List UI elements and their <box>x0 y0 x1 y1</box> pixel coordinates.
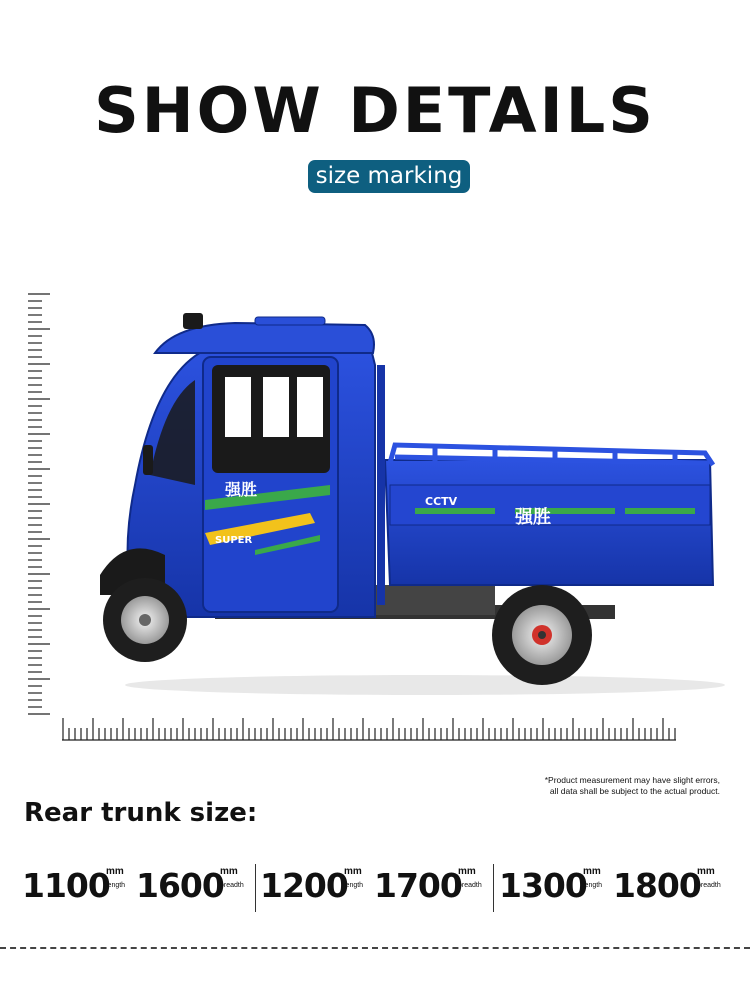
vertical-ruler <box>25 290 55 720</box>
horizontal-ruler <box>60 716 680 742</box>
breadth-unit: mm <box>220 866 238 877</box>
breadth-value: 1600 <box>136 866 224 905</box>
length-value: 1300 <box>499 866 587 905</box>
breadth-value: 1800 <box>613 866 701 905</box>
size-divider <box>493 864 494 912</box>
rear-wheel <box>492 585 592 685</box>
measurement-disclaimer <box>545 775 720 797</box>
length-label: length <box>583 882 603 889</box>
size-divider <box>255 864 256 912</box>
breadth-unit: mm <box>458 866 476 877</box>
breadth-label: breadth <box>220 882 244 889</box>
length-label: length <box>106 882 126 889</box>
breadth-label: breadth <box>697 882 721 889</box>
size-option-1 <box>22 860 254 915</box>
cab-brand-text: 强胜 <box>225 480 258 499</box>
size-option-3 <box>499 860 731 915</box>
length-unit: mm <box>106 866 124 877</box>
cargo-tricycle-image <box>95 305 735 700</box>
box-tag-text: CCTV <box>425 495 458 508</box>
cab-tag-text: SUPER <box>215 535 253 546</box>
breadth-value: 1700 <box>374 866 462 905</box>
rear-trunk-heading: Rear trunk size: <box>24 798 258 828</box>
dashed-separator <box>0 947 750 949</box>
side-mirror <box>143 445 153 475</box>
length-unit: mm <box>344 866 362 877</box>
size-option-2 <box>260 860 492 915</box>
breadth-unit: mm <box>697 866 715 877</box>
ground-shadow <box>125 675 725 695</box>
disclaimer-line-1: *Product measurement may have slight errors, <box>544 775 720 785</box>
trunk-size-options <box>22 860 732 915</box>
box-brand-text: 强胜 <box>515 507 551 528</box>
size-marking-badge: size marking <box>308 160 470 193</box>
breadth-label: breadth <box>458 882 482 889</box>
length-value: 1100 <box>22 866 110 905</box>
length-unit: mm <box>583 866 601 877</box>
length-label: length <box>344 882 364 889</box>
length-value: 1200 <box>260 866 348 905</box>
disclaimer-line-2: all data shall be subject to the actual product. <box>549 786 720 796</box>
page-title: SHOW DETAILS <box>94 74 656 147</box>
front-wheel <box>103 578 187 662</box>
